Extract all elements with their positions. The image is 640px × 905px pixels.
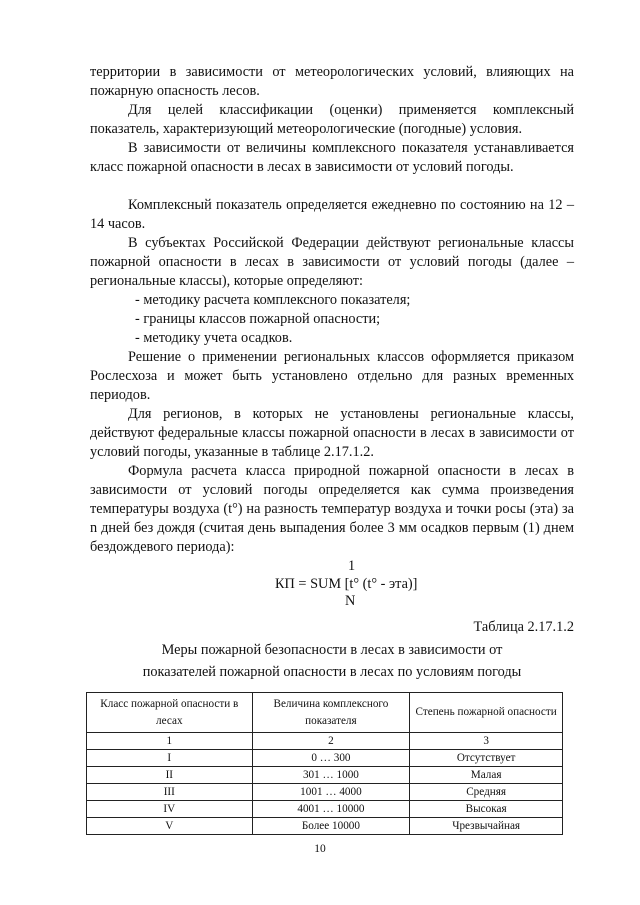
- paragraph-regional-classes: В субъектах Российской Федерации действуют региональные классы пожарной опасности в лесах в зависимости от условий погоды (далее – региональные классы), которые определяют:: [90, 235, 574, 289]
- cell-degree: Средняя: [410, 784, 563, 801]
- table-header-row: [87, 693, 563, 733]
- cell-value: 1001 … 4000: [252, 784, 410, 801]
- formula-denominator: N: [345, 593, 356, 609]
- table-label: Таблица 2.17.1.2: [473, 619, 574, 635]
- paragraph-federal-classes: Для регионов, в которых не установлены региональные классы, действуют федеральные классы пожарной опасности в лесах в зависимости от условий погоды, указанные в таблице 2.17.1.2.: [90, 406, 574, 460]
- cell-degree: Чрезвычайная: [410, 818, 563, 835]
- cell-class: V: [87, 818, 253, 835]
- paragraph-classification: Для целей классификации (оценки) применяется комплексный показатель, характеризующий метеорологические (погодные) условия.: [90, 102, 574, 137]
- cell-value: 0 … 300: [252, 750, 410, 767]
- cell-class: I: [87, 750, 253, 767]
- table-row: [87, 767, 563, 784]
- formula-expression: КП = SUM [t° (t° - эта)]: [275, 576, 418, 592]
- paragraph-formula-description: Формула расчета класса природной пожарной опасности в лесах в зависимости от условий погоды определяется как сумма произведения температуры воздуха (t°) на разность температур воздуха и точки росы (эта) за n дней без дождя (считая день выпадения более 3 мм осадков первым (1) днем бездождевого периода):: [90, 463, 574, 555]
- cell-value: 301 … 1000: [252, 767, 410, 784]
- table-title-line-1: Меры пожарной безопасности в лесах в зависимости от: [161, 642, 503, 658]
- cell-class: III: [87, 784, 253, 801]
- cell-value: Более 10000: [252, 818, 410, 835]
- cell-class: II: [87, 767, 253, 784]
- column-number: 3: [410, 733, 563, 750]
- bullet-item: - методику учета осадков.: [135, 330, 293, 346]
- cell-degree: Малая: [410, 767, 563, 784]
- paragraph-continuation: территории в зависимости от метеорологических условий, влияющих на пожарную опасность лесов.: [90, 64, 574, 99]
- header-fire-class: Класс пожарной опасности в лесах: [87, 693, 253, 733]
- header-danger-degree: Степень пожарной опасности: [410, 693, 563, 733]
- table-row: [87, 784, 563, 801]
- cell-degree: Отсутствует: [410, 750, 563, 767]
- table-row: [87, 750, 563, 767]
- fire-danger-table: [86, 692, 563, 835]
- bullet-item: - методику расчета комплексного показателя;: [135, 292, 411, 308]
- paragraph-daily-determination: Комплексный показатель определяется ежедневно по состоянию на 12 – 14 часов.: [90, 197, 574, 232]
- cell-degree: Высокая: [410, 801, 563, 818]
- table-column-number-row: [87, 733, 563, 750]
- column-number: 2: [252, 733, 410, 750]
- paragraph-class-setting: В зависимости от величины комплексного показателя устанавливается класс пожарной опасности в лесах в зависимости от условий погоды.: [90, 140, 574, 175]
- formula-numerator: 1: [348, 558, 356, 574]
- bullet-item: - границы классов пожарной опасности;: [135, 311, 381, 327]
- header-index-value: Величина комплексного показателя: [252, 693, 410, 733]
- page-number: 10: [314, 843, 326, 855]
- table-title-line-2: показателей пожарной опасности в лесах по условиям погоды: [142, 664, 522, 680]
- column-number: 1: [87, 733, 253, 750]
- cell-class: IV: [87, 801, 253, 818]
- table-row: [87, 818, 563, 835]
- paragraph-decision: Решение о применении региональных классов оформляется приказом Рослесхоза и может быть установлено отдельно для разных временных периодов.: [90, 349, 574, 403]
- cell-value: 4001 … 10000: [252, 801, 410, 818]
- table-row: [87, 801, 563, 818]
